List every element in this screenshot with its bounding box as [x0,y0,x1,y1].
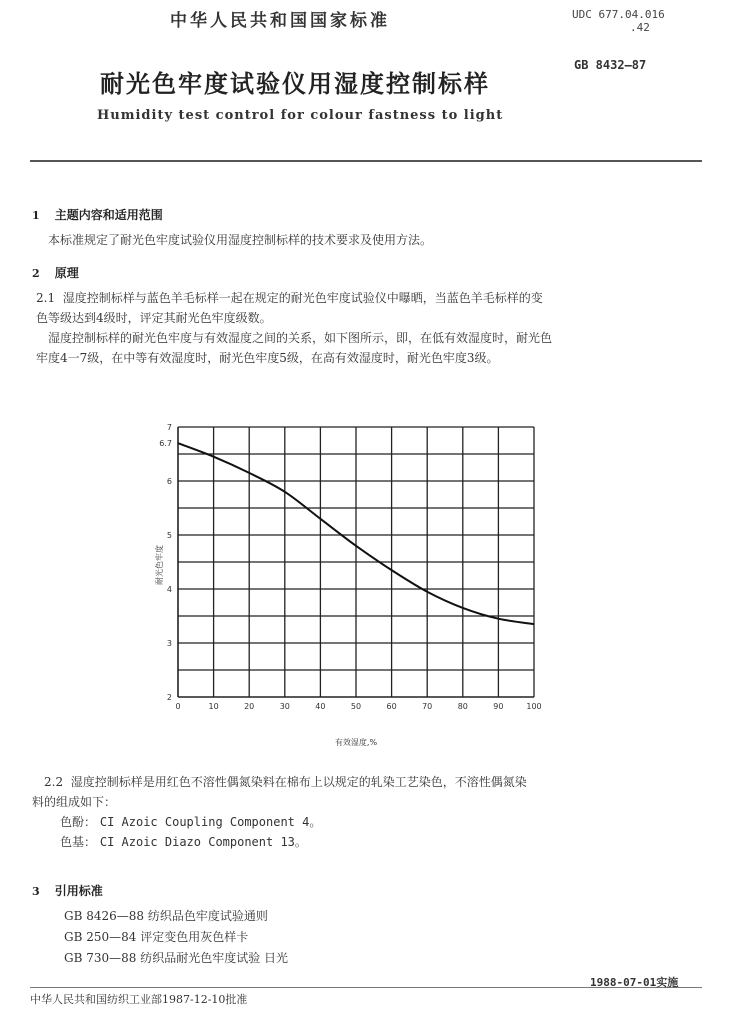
section-2-heading [32,262,79,281]
section-1-title: 主题内容和适用范围 [54,208,163,222]
dye-component-1-label: 色酚： [60,815,97,829]
dye-component-1 [44,812,704,832]
y-axis-label: 耐光色牢度 [155,545,164,585]
section-2-number: 2 [32,267,40,280]
chart-grid [178,427,534,697]
section-3-title: 引用标准 [54,884,103,898]
x-tick-label: 0 [175,702,181,711]
x-axis-label: 有效湿度,% [334,738,378,747]
y-tick-label: 3 [166,639,172,648]
reference-item-1: GB 8426—88 纺织品色牢度试验通则 [64,909,268,923]
section-1-heading [32,204,163,223]
x-tick-label: 40 [315,702,326,711]
x-tick-label: 30 [279,702,290,711]
dye-component-2-value: CI Azoic Diazo Component 13。 [99,835,307,849]
x-tick-label: 50 [350,702,362,711]
document-title-en: Humidity test control for colour fastness to light [97,108,504,123]
clause-2-1-line-2: 色等级达到4级时，评定其耐光色牢度级数。 [36,311,272,325]
x-tick-label: 100 [526,702,542,711]
y-tick-label: 6 [166,477,172,486]
chart-ticks [159,423,541,711]
clause-2-1-line-1: 湿度控制标样与蓝色羊毛标样一起在规定的耐光色牢度试验仪中曝晒，当蓝色羊毛标样的变 [62,291,543,305]
approval-note: 中华人民共和国纺织工业部1987-12-10批准 [30,993,248,1006]
gb-number: GB 8432—87 [574,58,647,72]
document-title-cn: 耐光色牢度试验仪用湿度控制标样 [100,69,490,98]
header-rule [30,160,702,162]
section-3-number: 3 [32,885,40,898]
clause-2-1-line-4: 牢度4一7级，在中等有效湿度时，耐光色牢度5级，在高有效湿度时，耐光色牢度3级。 [36,351,499,365]
clause-2-2-line-2: 料的组成如下： [32,795,117,809]
reference-list [64,906,664,969]
y-tick-label: 7 [166,423,172,432]
standard-title: 中华人民共和国国家标准 [170,11,390,31]
x-tick-label: 70 [422,702,433,711]
section-2-1-paragraph [36,288,706,368]
x-tick-label: 10 [208,702,219,711]
y-tick-label: 5 [166,531,172,540]
effective-date: 1988-07-01实施 [590,976,679,989]
reference-item-3: GB 730—88 纺织品耐光色牢度试验 日光 [64,951,289,965]
section-2-title: 原理 [54,266,79,280]
udc-line-1: UDC 677.04.016 [572,8,665,21]
x-tick-label: 80 [457,702,468,711]
clause-2-1-number: 2.1 [36,291,56,305]
reference-item-2: GB 250—84 评定变色用灰色样卡 [64,930,249,944]
humidity-fastness-chart [150,415,550,750]
dye-component-2 [44,832,704,852]
udc-code [572,8,665,34]
x-tick-label: 90 [493,702,504,711]
udc-line-2: .42 [630,21,650,34]
dye-component-1-value: CI Azoic Coupling Component 4。 [99,815,322,829]
section-1-number: 1 [32,209,40,222]
section-1-body: 本标准规定了耐光色牢度试验仪用湿度控制标样的技术要求及使用方法。 [48,233,433,247]
y-tick-label: 6.7 [159,439,172,449]
y-tick-label: 2 [166,693,172,702]
x-tick-label: 20 [244,702,255,711]
clause-2-2-line-1: 湿度控制标样是用红色不溶性偶氮染料在棉布上以规定的轧染工艺染色，不溶性偶氮染 [70,775,527,789]
clause-2-2-number: 2.2 [44,775,64,789]
x-tick-label: 60 [386,702,397,711]
clause-2-1-line-3: 湿度控制标样的耐光色牢度与有效湿度之间的关系，如下图所示，即，在低有效湿度时，耐光色 [48,331,553,345]
y-tick-label: 4 [166,585,172,594]
dye-component-2-label: 色基： [60,835,97,849]
section-3-heading [32,880,103,899]
section-2-2-paragraph [32,772,704,852]
